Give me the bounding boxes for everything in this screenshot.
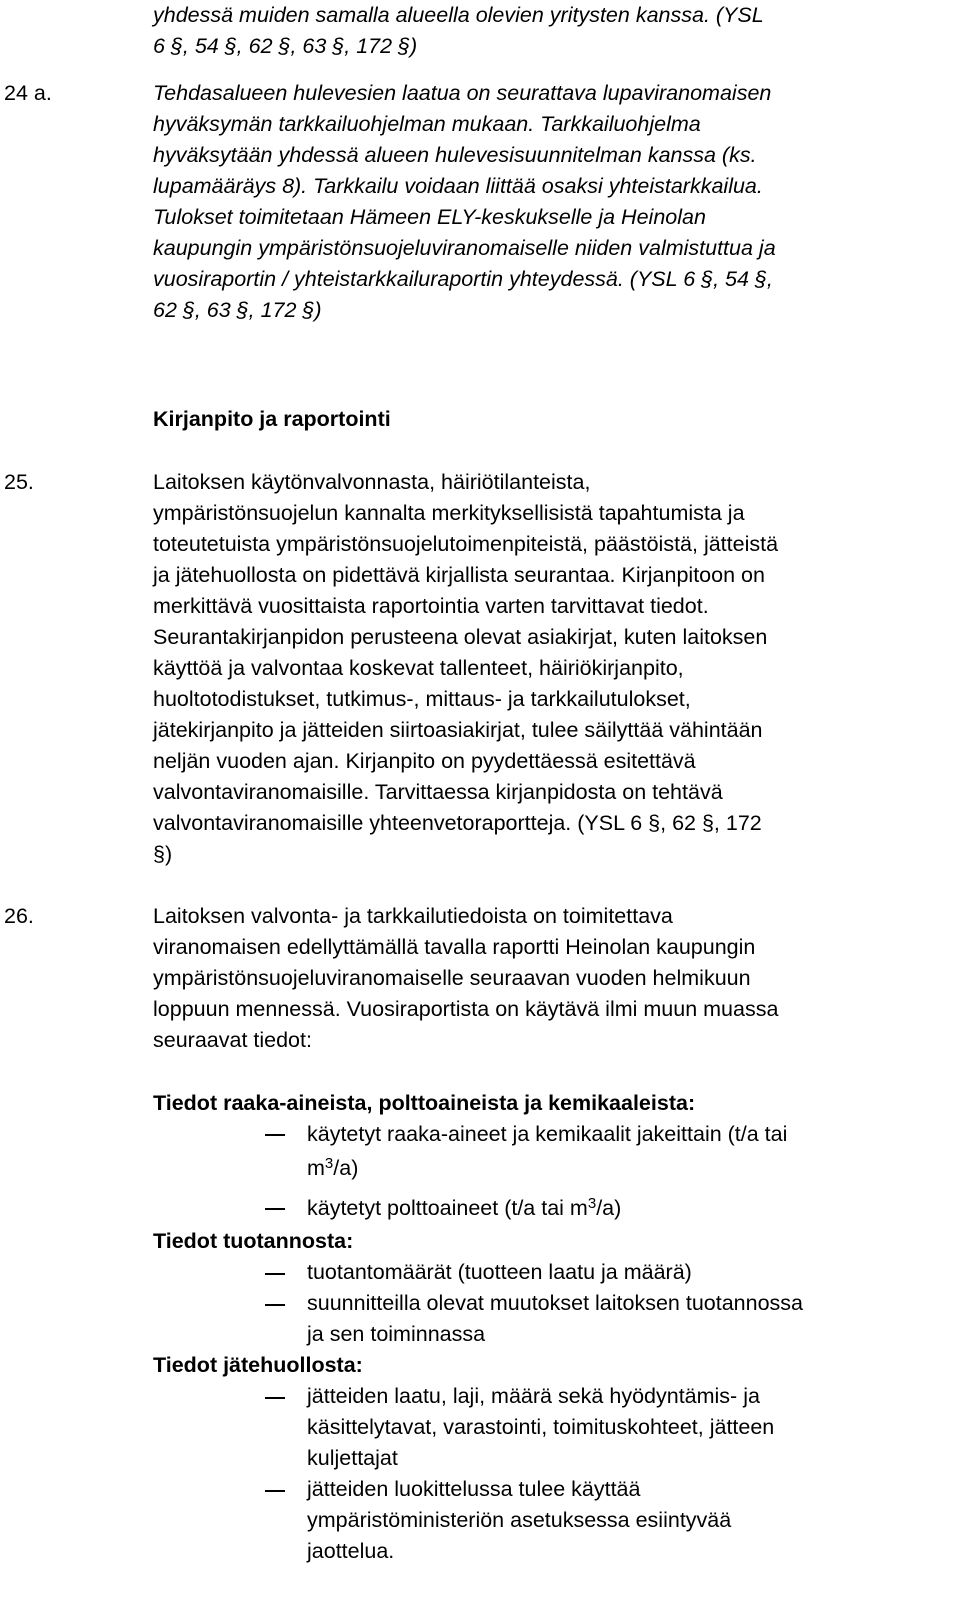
text-line: hyväksymän tarkkailuohjelman mukaan. Tarkkailuohjelma [153,112,701,136]
text-line: viranomaisen edellyttämällä tavalla raportti Heinolan kaupungin [153,935,756,959]
text-line: ja jätehuollosta on pidettävä kirjallista seurantaa. Kirjanpitoon on [153,563,765,587]
text-line: jätekirjanpito ja jätteiden siirtoasiakirjat, tulee säilyttää vähintään [153,718,763,742]
item-number: 24 a. [4,81,52,105]
bullet-text [307,1288,803,1350]
text-line: hyväksytään yhdessä alueen hulevesisuunnitelman kanssa (ks. [153,143,757,167]
bullet-text [307,1381,774,1474]
bullet-text: tuotantomäärät (tuotteen laatu ja määrä) [307,1260,692,1284]
text-line: ympäristöministeriön asetuksessa esiintyvää [307,1508,732,1532]
item-number: 25. [4,470,34,494]
text-line: jätteiden luokittelussa tulee käyttää [307,1477,641,1501]
text-line: kuljettajat [307,1446,398,1470]
superscript: 3 [324,1155,334,1172]
text-line: käsittelytavat, varastointi, toimituskohteet, jätteen [307,1415,775,1439]
text-line: ja sen toiminnassa [307,1322,486,1346]
text-run: /a) [333,1156,359,1180]
text-line: kaupungin ympäristönsuojeluviranomaiselle niiden valmistuttua ja [153,236,776,260]
subsection-heading: Tiedot raaka-aineista, polttoaineista ja kemikaaleista: [153,1091,696,1115]
bullet-text [307,1153,358,1184]
text-line: ympäristönsuojelun kannalta merkityksellisistä tapahtumista ja [153,501,745,525]
text-line: yhdessä muiden samalla alueella olevien yritysten kanssa. (YSL [153,3,764,27]
text-line: Seurantakirjanpidon perusteena olevat asiakirjat, kuten laitoksen [153,625,768,649]
bullet-dash [265,1134,285,1136]
continuation-text [153,0,764,62]
text-run: käytetyt polttoaineet (t/a tai m [307,1196,588,1220]
text-line: Tulokset toimitetaan Hämeen ELY-keskukselle ja Heinolan [153,205,706,229]
subsection-heading: Tiedot tuotannosta: [153,1229,354,1253]
text-line: jätteiden laatu, laji, määrä sekä hyödyntämis- ja [307,1384,760,1408]
text-line: lupamääräys 8). Tarkkailu voidaan liittää osaksi yhteistarkkailua. [153,174,763,198]
text-line: 62 §, 63 §, 172 §) [153,298,322,322]
section-heading: Kirjanpito ja raportointi [153,407,391,431]
item-number: 26. [4,904,34,928]
text-line: ympäristönsuojeluviranomaiselle seuraavan vuoden helmikuun [153,966,751,990]
text-line: Tehdasalueen hulevesien laatua on seurattava lupaviranomaisen [153,81,772,105]
text-line: §) [153,842,173,866]
text-line: suunnitteilla olevat muutokset laitoksen tuotannossa [307,1291,804,1315]
bullet-dash [265,1208,285,1210]
text-line: vuosiraportin / yhteistarkkailuraportin yhteydessä. (YSL 6 §, 54 §, [153,267,773,291]
text-line: Laitoksen käytönvalvonnasta, häiriötilanteista, [153,470,591,494]
text-line: merkittävä vuosittaista raportointia varten tarvittavat tiedot. [153,594,709,618]
item-25-text [153,467,778,870]
bullet-text [307,1193,621,1224]
bullet-dash [265,1273,285,1275]
text-line: seuraavat tiedot: [153,1028,312,1052]
text-line: toteutetuista ympäristönsuojelutoimenpiteistä, päästöistä, jätteistä [153,532,779,556]
text-line: käyttöä ja valvontaa koskevat tallenteet, häiriökirjanpito, [153,656,684,680]
subsection-heading: Tiedot jätehuollosta: [153,1353,363,1377]
text-line: loppuun mennessä. Vuosiraportista on käytävä ilmi muun muassa [153,997,779,1021]
text-line: valvontaviranomaisille. Tarvittaessa kirjanpidosta on tehtävä [153,780,723,804]
item-26-text [153,901,778,1056]
text-line: Laitoksen valvonta- ja tarkkailutiedoista on toimitettava [153,904,673,928]
text-line: jaottelua. [307,1539,395,1563]
superscript: 3 [587,1195,597,1212]
text-line: neljän vuoden ajan. Kirjanpito on pyydettäessä esitettävä [153,749,696,773]
item-24a-text [153,78,776,326]
text-run: m [307,1156,325,1180]
text-run: /a) [596,1196,622,1220]
text-line: huoltotodistukset, tutkimus-, mittaus- ja tarkkailutulokset, [153,687,691,711]
bullet-dash [265,1304,285,1306]
text-line: valvontaviranomaisille yhteenvetoraportteja. (YSL 6 §, 62 §, 172 [153,811,762,835]
bullet-text [307,1474,731,1567]
bullet-dash [265,1397,285,1399]
bullet-dash [265,1490,285,1492]
text-line: 6 §, 54 §, 62 §, 63 §, 172 §) [153,34,418,58]
bullet-text: käytetyt raaka-aineet ja kemikaalit jakeittain (t/a tai [307,1122,788,1146]
